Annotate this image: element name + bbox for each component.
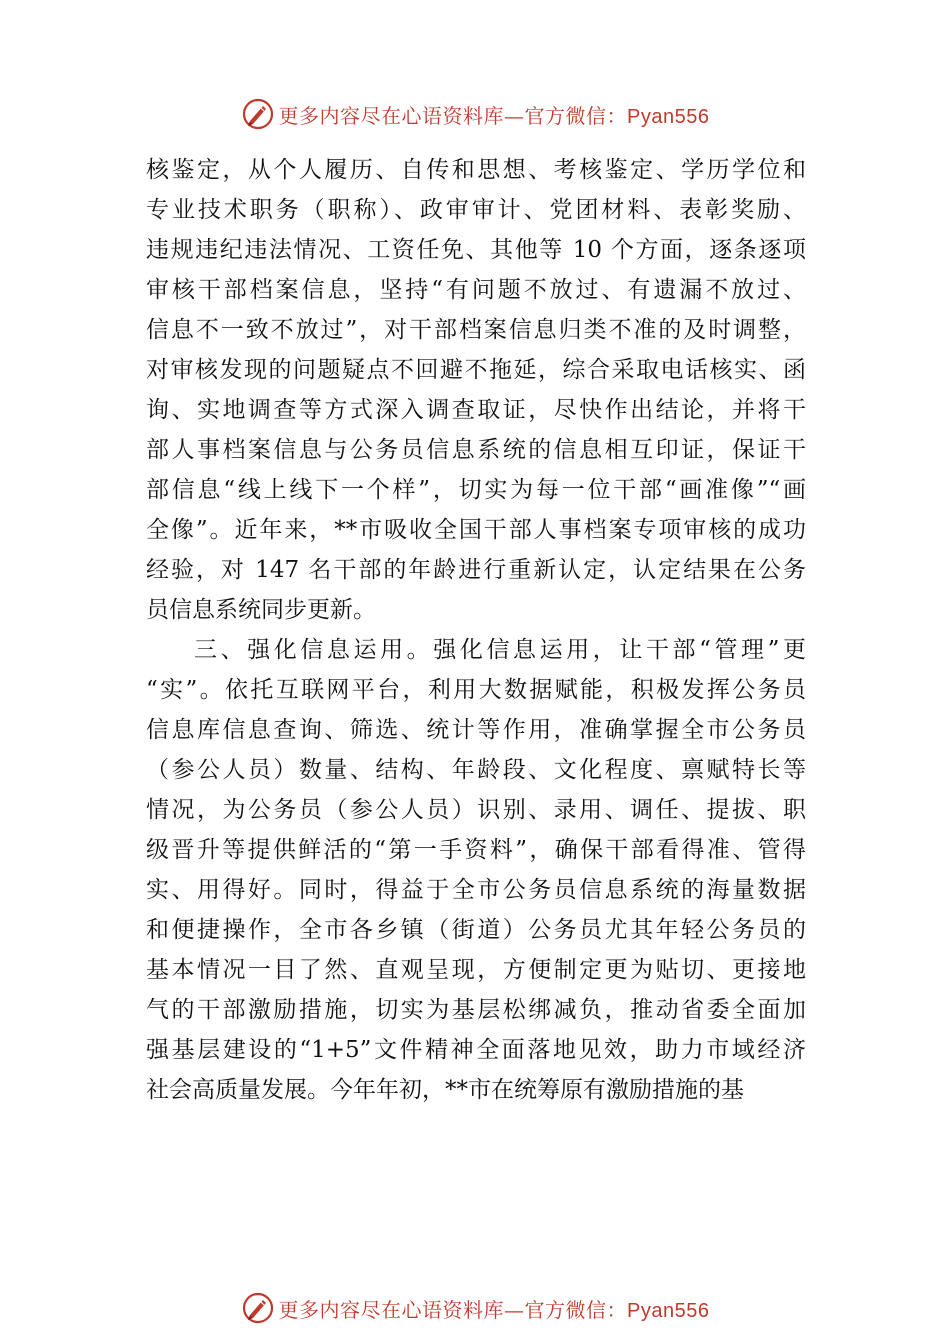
body-line: 审核干部档案信息，坚持“有问题不放过、有遗漏不放过、: [146, 277, 806, 303]
header-watermark-sep: —官方微信：: [504, 103, 628, 128]
document-body: [146, 150, 806, 1110]
pen-circle-logo-icon: [241, 1291, 275, 1325]
body-line: 级晋升等提供鲜活的“第一手资料”，确保干部看得准、管得: [146, 837, 806, 863]
body-line: 全像”。近年来，**市吸收全国干部人事档案专项审核的成功: [146, 517, 806, 543]
body-line: 违规违纪违法情况、工资任免、其他等 10 个方面，逐条逐项: [146, 237, 806, 263]
section-heading-line: 三、强化信息运用。强化信息运用，让干部“管理”更: [194, 637, 806, 663]
header-watermark-main: 更多内容尽在心语资料库: [278, 103, 505, 128]
footer-watermark-main: 更多内容尽在心语资料库: [278, 1297, 505, 1322]
body-line: 气的干部激励措施，切实为基层松绑减负，推动省委全面加: [146, 997, 806, 1023]
body-line: 经验，对 147 名干部的年龄进行重新认定，认定结果在公务: [146, 557, 806, 583]
body-line: 专业技术职务（职称）、政审审计、党团材料、表彰奖励、: [146, 197, 806, 223]
body-line: 社会高质量发展。今年年初，**市在统筹原有激励措施的基: [146, 1077, 744, 1103]
body-line: 核鉴定，从个人履历、自传和思想、考核鉴定、学历学位和: [146, 157, 806, 183]
header-watermark-id: Pyan556: [627, 105, 710, 128]
header-watermark: [0, 94, 950, 134]
body-line: 和便捷操作，全市各乡镇（街道）公务员尤其年轻公务员的: [146, 917, 806, 943]
body-line: 实、用得好。同时，得益于全市公务员信息系统的海量数据: [146, 877, 806, 903]
body-line: 信息库信息查询、筛选、统计等作用，准确掌握全市公务员: [146, 717, 806, 743]
body-line: （参公人员）数量、结构、年龄段、文化程度、禀赋特长等: [146, 757, 806, 783]
header-watermark-text: [279, 100, 710, 129]
body-line: 信息不一致不放过”，对干部档案信息归类不准的及时调整，: [146, 317, 806, 343]
body-line: 部信息“线上线下一个样”，切实为每一位干部“画准像”“画: [146, 477, 806, 503]
footer-watermark: [0, 1288, 950, 1328]
body-line: 基本情况一目了然、直观呈现，方便制定更为贴切、更接地: [146, 957, 806, 983]
footer-watermark-sep: —官方微信：: [504, 1297, 628, 1322]
body-line: 强基层建设的“1+5”文件精神全面落地见效，助力市域经济: [146, 1037, 806, 1063]
body-line: “实”。依托互联网平台，利用大数据赋能，积极发挥公务员: [146, 677, 806, 703]
body-line: 对审核发现的问题疑点不回避不拖延，综合采取电话核实、函: [146, 357, 806, 383]
footer-watermark-text: [279, 1294, 710, 1323]
footer-watermark-id: Pyan556: [627, 1299, 710, 1322]
body-line: 询、实地调查等方式深入调查取证，尽快作出结论，并将干: [146, 397, 806, 423]
body-line: 员信息系统同步更新。: [146, 597, 376, 623]
body-line: 情况，为公务员（参公人员）识别、录用、调任、提拔、职: [146, 797, 806, 823]
pen-circle-logo-icon: [241, 97, 275, 131]
body-line: 部人事档案信息与公务员信息系统的信息相互印证，保证干: [146, 437, 806, 463]
